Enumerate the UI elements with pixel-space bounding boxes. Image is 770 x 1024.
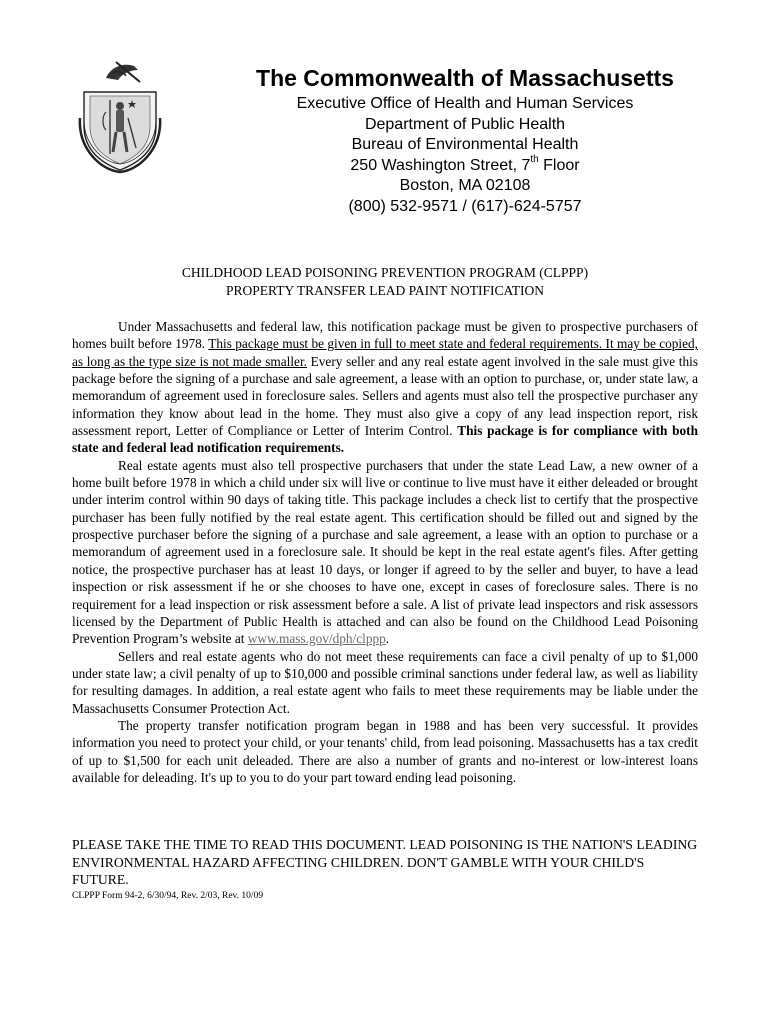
massachusetts-state-seal-icon xyxy=(76,56,164,174)
phone-numbers: (800) 532-9571 / (617)-624-5757 xyxy=(348,197,582,215)
program-name: CHILDHOOD LEAD POISONING PREVENTION PROGRAM (CLPPP) xyxy=(181,265,589,280)
notification-title: PROPERTY TRANSFER LEAD PAINT NOTIFICATION xyxy=(226,282,544,298)
warning-notice: PLEASE TAKE THE TIME TO READ THIS DOCUMENT. LEAD POISONING IS THE NATION'S LEADING ENVIRONMENTAL HAZARD AFFECTING CHILDREN. DON'T GAMBLE WITH YOUR CHILD'S FUTURE. xyxy=(72,837,698,888)
clppp-website-link[interactable]: www.mass.gov/dph/clppp xyxy=(247,631,386,647)
letterhead xyxy=(190,62,740,217)
full-package-requirement: This package must be given in full to meet state and federal requirements. It may be copied, as long as the type size is not made smaller. xyxy=(72,336,698,369)
street-address: 250 Washington Street, 7th Floor xyxy=(350,154,580,174)
program-heading xyxy=(72,264,698,299)
executive-office: Executive Office of Health and Human Services xyxy=(296,95,634,112)
notice-body xyxy=(72,318,698,786)
bureau-name: Bureau of Environmental Health xyxy=(351,136,579,153)
paragraph-requirements: Under Massachusetts and federal law, this notification package must be given to prospective purchasers of homes built before 1978. This package must be given in full to meet state and federal requirements. It may be copied, as long as the type size is not made smaller. Every seller and any real estate agent involved in the sale must give this package before the signing of a purchase and sale agreement, a lease with an option to purchase, or, under state law, a memorandum of agreement used in foreclosure sales. Sellers and agents must also tell the prospective purchaser any information they know about lead in the home. They must also give a copy of any lead inspection report, risk assessment report, Letter of Compliance or Letter of Interim Control. This package is for compliance with both state and federal lead notification requirements. xyxy=(72,319,699,456)
paragraph-agent-duties: Real estate agents must also tell prospective purchasers that under the state Lead Law, a new owner of a home built before 1978 in which a child under six will live or continue to live must have it either deleaded or brought under interim control within 90 days of taking title. This package includes a check list to certify that the prospective purchaser has been fully notified by the real estate agent. This certification should be filled out and signed by the prospective purchaser before the signing of a purchase and sale agreement, a lease with an option to purchase or a memorandum of agreement used in a foreclosure sale. It should be kept in the real estate agent's files. After getting notice, the prospective purchaser has at least 10 days, or longer if agreed to by the seller and buyer, to have a lead inspection or risk assessment if he or she chooses to have one, except in cases of foreclosure sales. There is no requirement for a lead inspection or risk assessment before a sale. A list of private lead inspectors and risk assessors licensed by the Department of Public Health is attached and can also be found on the Childhood Lead Poisoning Prevention Program’s website at www.mass.gov/dph/clppp. xyxy=(72,457,698,647)
commonwealth-title: The Commonwealth of Massachusetts xyxy=(256,65,674,91)
paragraph-penalties: Sellers and real estate agents who do not meet these requirements can face a civil penalty of up to $1,000 under state law; a civil penalty of up to $10,000 and possible criminal sanctions under federal law, as well as liability for resulting damages. In addition, a real estate agent who fails to meet these requirements may be liable under the Massachusetts Consumer Protection Act. xyxy=(72,648,698,716)
paragraph-program-history: The property transfer notification program began in 1988 and has been very successful. It provides information you need to protect your child, or your tenants' child, from lead poisoning. Massachusetts has a tax credit of up to $1,500 for each unit deleaded. There are also a number of grants and no-interest or low-interest loans available for deleading. It's up to you to do your part toward ending lead poisoning. xyxy=(72,717,698,785)
city-state-zip: Boston, MA 02108 xyxy=(399,177,531,194)
compliance-statement: This package is for compliance with both state and federal lead notification requirements. xyxy=(72,423,699,456)
form-revision-id: CLPPP Form 94-2, 6/30/94, Rev. 2/03, Rev. 10/09 xyxy=(72,891,264,901)
department-name: Department of Public Health xyxy=(364,115,566,133)
